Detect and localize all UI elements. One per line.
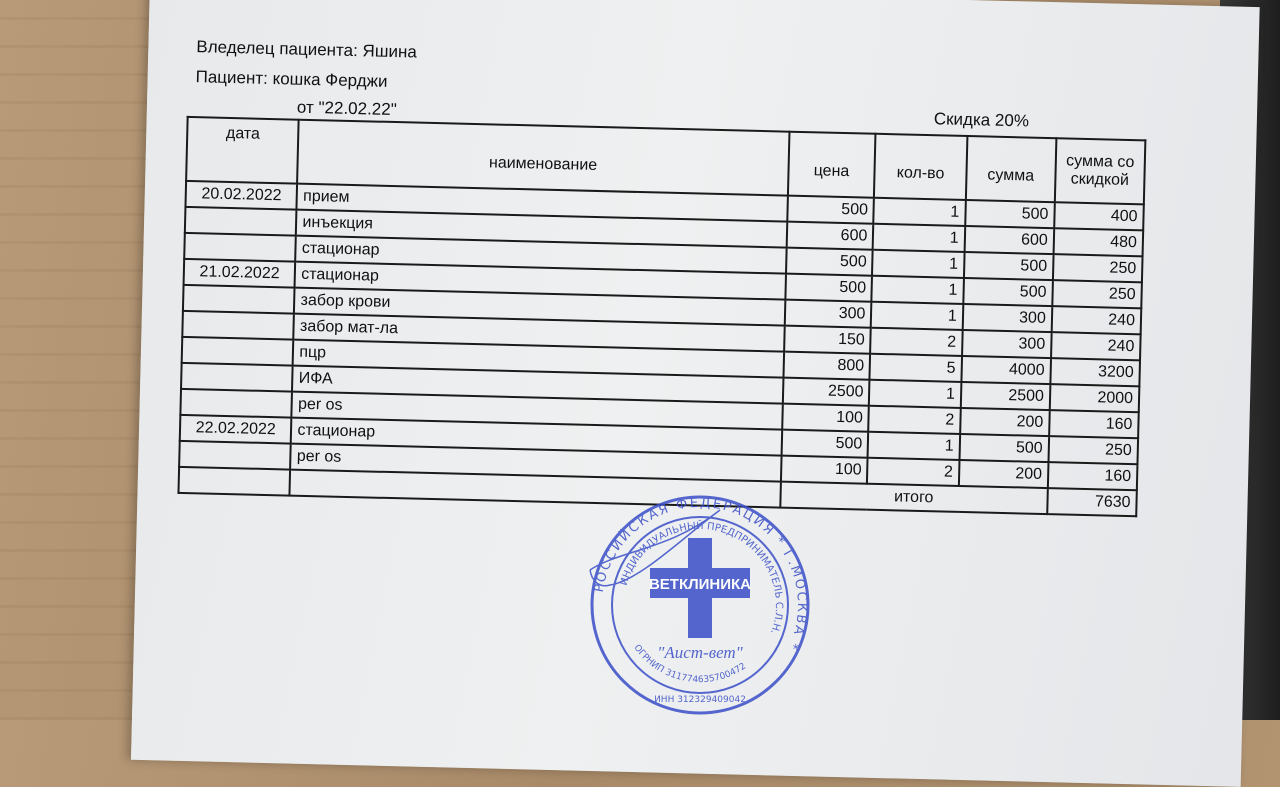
cell-discounted: 250 bbox=[1048, 436, 1138, 464]
cell-sum: 300 bbox=[962, 330, 1052, 358]
header-sum: сумма bbox=[966, 136, 1057, 202]
total-empty-date bbox=[178, 467, 290, 496]
cell-name: забор мат-ла bbox=[294, 314, 785, 352]
table-body bbox=[179, 181, 1144, 490]
cell-qty: 2 bbox=[869, 406, 961, 434]
cell-sum: 500 bbox=[964, 252, 1054, 280]
cell-date bbox=[183, 285, 295, 314]
header-discounted: сумма со скидкой bbox=[1055, 138, 1146, 204]
cell-name: прием bbox=[297, 184, 788, 222]
cell-date: 20.02.2022 bbox=[185, 181, 297, 210]
total-label: итого bbox=[780, 482, 1048, 515]
cell-name: per os bbox=[290, 444, 781, 482]
cell-sum: 200 bbox=[960, 408, 1050, 436]
cell-name: per os bbox=[292, 392, 783, 430]
header-qty: кол-во bbox=[874, 134, 967, 200]
cell-qty: 5 bbox=[870, 354, 962, 382]
cell-price: 500 bbox=[786, 248, 873, 276]
stamp-inn: ИНН 312329409042 bbox=[654, 695, 746, 705]
cell-date bbox=[181, 363, 293, 392]
cell-discounted: 160 bbox=[1048, 462, 1138, 490]
cell-discounted: 3200 bbox=[1050, 358, 1140, 386]
cell-discounted: 250 bbox=[1052, 280, 1142, 308]
cell-qty: 2 bbox=[870, 328, 962, 356]
cell-price: 600 bbox=[786, 222, 873, 250]
cell-sum: 500 bbox=[963, 278, 1053, 306]
cell-date: 22.02.2022 bbox=[180, 415, 292, 444]
owner-line: Вледелец пациента: Яшина bbox=[196, 37, 418, 62]
cell-qty: 1 bbox=[873, 224, 965, 252]
cell-name: пцр bbox=[293, 340, 784, 378]
cell-sum: 4000 bbox=[961, 356, 1051, 384]
cell-price: 800 bbox=[783, 352, 870, 380]
discount-line: Скидка 20% bbox=[933, 109, 1030, 131]
date-line: от "22.02.22" bbox=[296, 97, 397, 120]
cell-name: стационар bbox=[291, 418, 782, 456]
cell-date bbox=[180, 389, 292, 418]
stamp-ink bbox=[590, 496, 809, 713]
cell-discounted: 400 bbox=[1054, 202, 1144, 230]
patient-line: Пациент: кошка Ферджи bbox=[195, 67, 388, 91]
clinic-stamp bbox=[580, 490, 820, 720]
cell-sum: 500 bbox=[959, 434, 1049, 462]
header-name: наименование bbox=[297, 120, 789, 196]
cell-discounted: 240 bbox=[1052, 306, 1142, 334]
cell-sum: 500 bbox=[965, 200, 1055, 228]
cell-date bbox=[182, 311, 294, 340]
cell-name: ИФА bbox=[292, 366, 783, 404]
stamp-clinic-name: "Аист-вет" bbox=[657, 643, 743, 662]
cell-qty: 1 bbox=[872, 276, 964, 304]
cell-price: 500 bbox=[781, 430, 868, 458]
cell-price: 100 bbox=[780, 456, 867, 484]
cell-price: 2500 bbox=[782, 378, 869, 406]
cell-sum: 200 bbox=[959, 460, 1049, 488]
total-value: 7630 bbox=[1047, 488, 1137, 516]
cell-name: инъекция bbox=[296, 210, 787, 248]
cell-discounted: 160 bbox=[1049, 410, 1139, 438]
cell-discounted: 2000 bbox=[1050, 384, 1140, 412]
cell-price: 300 bbox=[784, 300, 871, 328]
cell-discounted: 250 bbox=[1053, 254, 1143, 282]
cell-date bbox=[179, 441, 291, 470]
cell-price: 100 bbox=[782, 404, 869, 432]
header-price: цена bbox=[787, 132, 875, 198]
cell-price: 500 bbox=[785, 274, 872, 302]
stamp-inner-text: ИНДИВИДУАЛЬНЫЙ ПРЕДПРИНИМАТЕЛЬ С.Л.Н. bbox=[618, 520, 785, 636]
cell-sum: 600 bbox=[964, 226, 1054, 254]
cell-date bbox=[184, 233, 296, 262]
cell-qty: 1 bbox=[871, 302, 963, 330]
cell-price: 500 bbox=[787, 196, 874, 224]
cell-name: забор крови bbox=[294, 288, 785, 326]
cell-qty: 2 bbox=[867, 458, 959, 486]
cell-sum: 2500 bbox=[961, 382, 1051, 410]
stamp-logo-text: ВЕТКЛИНИКА bbox=[648, 576, 752, 593]
cell-price: 150 bbox=[784, 326, 871, 354]
cell-date bbox=[185, 207, 297, 236]
cell-qty: 1 bbox=[874, 198, 966, 226]
cell-discounted: 480 bbox=[1053, 228, 1143, 256]
invoice-table bbox=[177, 116, 1146, 517]
cell-date: 21.02.2022 bbox=[184, 259, 296, 288]
header-date: дата bbox=[186, 117, 299, 184]
cell-name: стационар bbox=[295, 262, 786, 300]
cell-sum: 300 bbox=[962, 304, 1052, 332]
cell-discounted: 240 bbox=[1051, 332, 1141, 360]
cell-qty: 1 bbox=[868, 432, 960, 460]
cell-qty: 1 bbox=[869, 380, 961, 408]
cell-qty: 1 bbox=[872, 250, 964, 278]
cell-date bbox=[182, 337, 294, 366]
stamp-outer-text: РОССИЙСКАЯ ФЕДЕРАЦИЯ * Г.МОСКВА * bbox=[591, 495, 810, 654]
cell-name: стационар bbox=[296, 236, 787, 274]
stamp-ogrnip: ОГРНИП 311774635700472 bbox=[631, 643, 749, 686]
